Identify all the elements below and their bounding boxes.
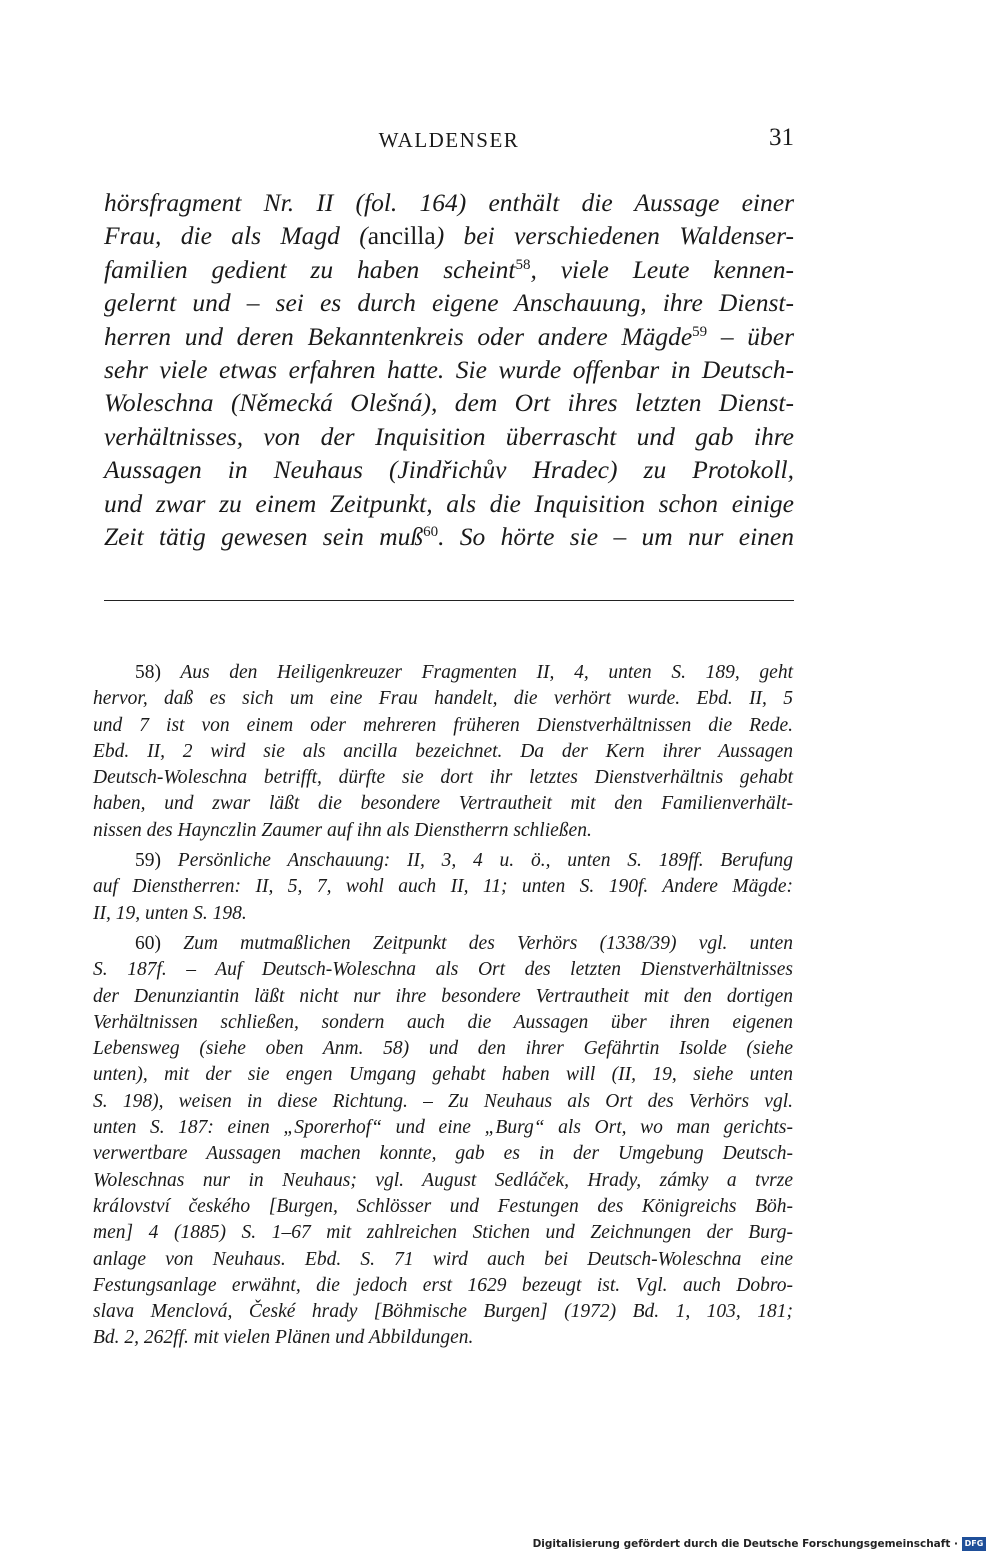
text-line: und zwar zu einem Zeitpunkt, als die Inquisition schon einige [104,488,794,518]
footnote-ref: 59 [692,323,708,340]
text-line: gelernt und – sei es durch eigene Anschauung, ihre Dienst- [104,288,794,318]
page-number: 31 [769,124,794,151]
credit-text: Digitalisierung gefördert durch die Deutsche Forschungsgemeinschaft · [532,1538,958,1550]
text-line: Zeit tätig gewesen sein muß$^{60}$. So hörte sie – um nur einen [104,521,794,551]
latin-term: ancilla [367,221,436,251]
footnotes [93,660,793,1356]
footnote-ref: 58 [515,256,531,273]
text-line: hörsfragment Nr. II (fol. 164) enthält die Aussage einer [104,188,794,217]
footnote-ref: 60 [423,523,439,540]
footnote-59: 59) Persönliche Anschauung: II, 3, 4 u. ö., unten S. 189ff. Berufung auf Dienstherren: II, 5, 7, wohl auch II, 11; unten S. 190f. Andere Mägde: II, 19, unten S. 198. [93,850,794,924]
footnote-number: 58) [135,662,161,683]
footnote-60: 60) Zum mutmaßlichen Zeitpunkt des Verhörs (1338/39) vgl. unten S. 187f. – Auf Deutsch-Woleschna als Ort des letzten Dienstverhältnisses der Denunziantin läßt nicht nur ihre besondere Vertrautheit mit den dortigen Verhältnissen schließen, sondern auch die Aussagen über ihren eigenen Lebensweg (siehe oben Anm. 58) und den ihrer Gefährtin Isolde (siehe unten), mit der sie engen Umgang gehabt haben will (II, 19, siehe unten S. 198), weisen in diese Richtung. – Zu Neuhaus als Ort des Verhörs vgl. unten S. 187: einen „Sporerhof“ und eine „Burg“ als Ort, wo man gerichts- verwertbare Aussagen machen konnte, gab es in der Umgebung Deutsch- Woleschnas nur in Neuhaus; vgl. August Sedláček, Hrady, zámky a tvrze království českého [Burgen, Schlösser und Festungen des Königreichs Böh- men] 4 (1885) S. 1–67 mit zahlreichen Stichen und Zeichnungen der Burg- anlage von Neuhaus. Ebd. S. 71 wird auch bei Deutsch-Woleschna eine Festungsanlage erwähnt, die jedoch erst 1629 bezeugt ist. Vgl. auch Dobro- slava Menclová, České hrady [Böhmische Burgen] (1972) Bd. 1, 103, 181; Bd. 2, 262ff. mit vielen Plänen und Abbildungen. [93,932,793,1349]
running-title: WALDENSER [378,128,520,152]
dfg-logo-icon: DFG [962,1537,986,1551]
main-text [104,186,794,553]
text-line: sehr viele etwas erfahren hatte. Sie wurde offenbar in Deutsch- [104,354,794,384]
text-line: Frau, die als Magd (ancilla) bei verschiedenen Waldenser- [104,221,794,251]
footnote-number: 59) [135,850,161,872]
running-head [104,124,794,158]
text-line: verhältnisses, von der Inquisition überrascht und gab ihre [104,421,794,451]
footnote-58: 58) Aus den Heiligenkreuzer Fragmenten II, 4, unten S. 189, geht hervor, daß es sich um eine Frau handelt, die verhört wurde. Ebd. II, 5 und 7 ist von einem oder mehreren früheren Dienstverhältnissen die Rede. Ebd. II, 2 wird sie als ancilla bezeichnet. Da der Kern ihrer Aussagen Deutsch-Woleschna betrifft, dürfte sie dort ihr letztes Dienstverhältnis gehabt haben, und zwar läßt die besondere Vertrautheit mit den Familienverhält- nissen des Haynczlin Zaumer auf ihn als Dienstherrn schließen. [93,662,793,841]
text-line: herren und deren Bekanntenkreis oder andere Mägde$^{59}$ – über [104,321,794,351]
text-line: familien gedient zu haben scheint$^{58}$, viele Leute kennen- [104,254,794,284]
footnote-separator [104,600,794,601]
text-line: Aussagen in Neuhaus (Jindřichův Hradec) zu Protokoll, [104,455,794,485]
digitization-credit [533,1537,986,1551]
footnote-number: 60) [135,932,161,954]
text-line: Woleschna (Německá Olešná), dem Ort ihres letzten Dienst- [104,388,794,418]
